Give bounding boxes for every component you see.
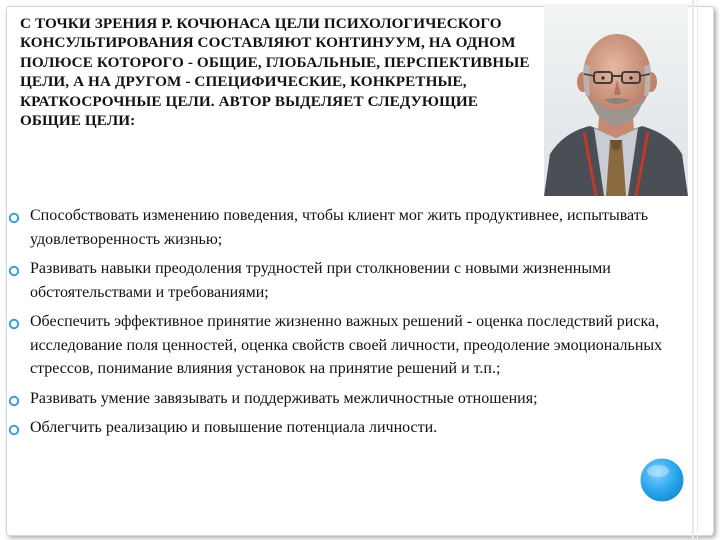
author-portrait [544,4,688,196]
decorative-line-thin [697,0,698,540]
list-item-text: Облегчить реализацию и повышение потенциала личности. [30,419,438,436]
list-item [8,387,688,411]
list-item [8,310,688,381]
bullet-icon [8,208,20,220]
goals-list [8,204,688,440]
list-item-text: Способствовать изменению поведения, чтобы клиент мог жить продуктивнее, испытывать удовлетворенность жизнью; [30,207,649,248]
list-item [8,204,688,251]
list-item [8,416,688,440]
bullet-icon [8,261,20,273]
bullet-icon [8,391,20,403]
list-item-text: Развивать умение завязывать и поддерживать межличностные отношения; [30,389,538,407]
list-item-text: Обеспечить эффективное принятие жизненно важных решений - оценка последствий риска, исследование поля ценностей, оценка свойств своей личности, преодоление эмоциональных стрессов, понимание влияния установок на принятие решений и т.п.; [30,313,663,377]
list-item [8,257,688,304]
slide-title: С ТОЧКИ ЗРЕНИЯ Р. КОЧЮНАСА ЦЕЛИ ПСИХОЛОГИЧЕСКОГО КОНСУЛЬТИРОВАНИЯ СОСТАВЛЯЮТ КОНТИНУУМ, НА ОДНОМ ПОЛЮСЕ КОТОРОГО - ОБЩИЕ, ГЛОБАЛЬНЫЕ, ПЕРСПЕКТИВНЫЕ ЦЕЛИ, А НА ДРУГОМ - СПЕЦИФИЧЕСКИЕ, КОНКРЕТНЫЕ, КРАТКОСРОЧНЫЕ ЦЕЛИ. АВТОР ВЫДЕЛЯЕТ СЛЕДУЮЩИЕ ОБЩИЕ ЦЕЛИ: [20,15,530,130]
decorative-line [692,0,694,540]
bullet-icon [8,420,20,432]
bullet-icon [8,314,20,326]
decorative-orb-icon [636,454,688,506]
list-item-text: Развивать навыки преодоления трудностей при столкновении с новыми жизненными обстоятельствами и требованиями; [30,260,611,301]
